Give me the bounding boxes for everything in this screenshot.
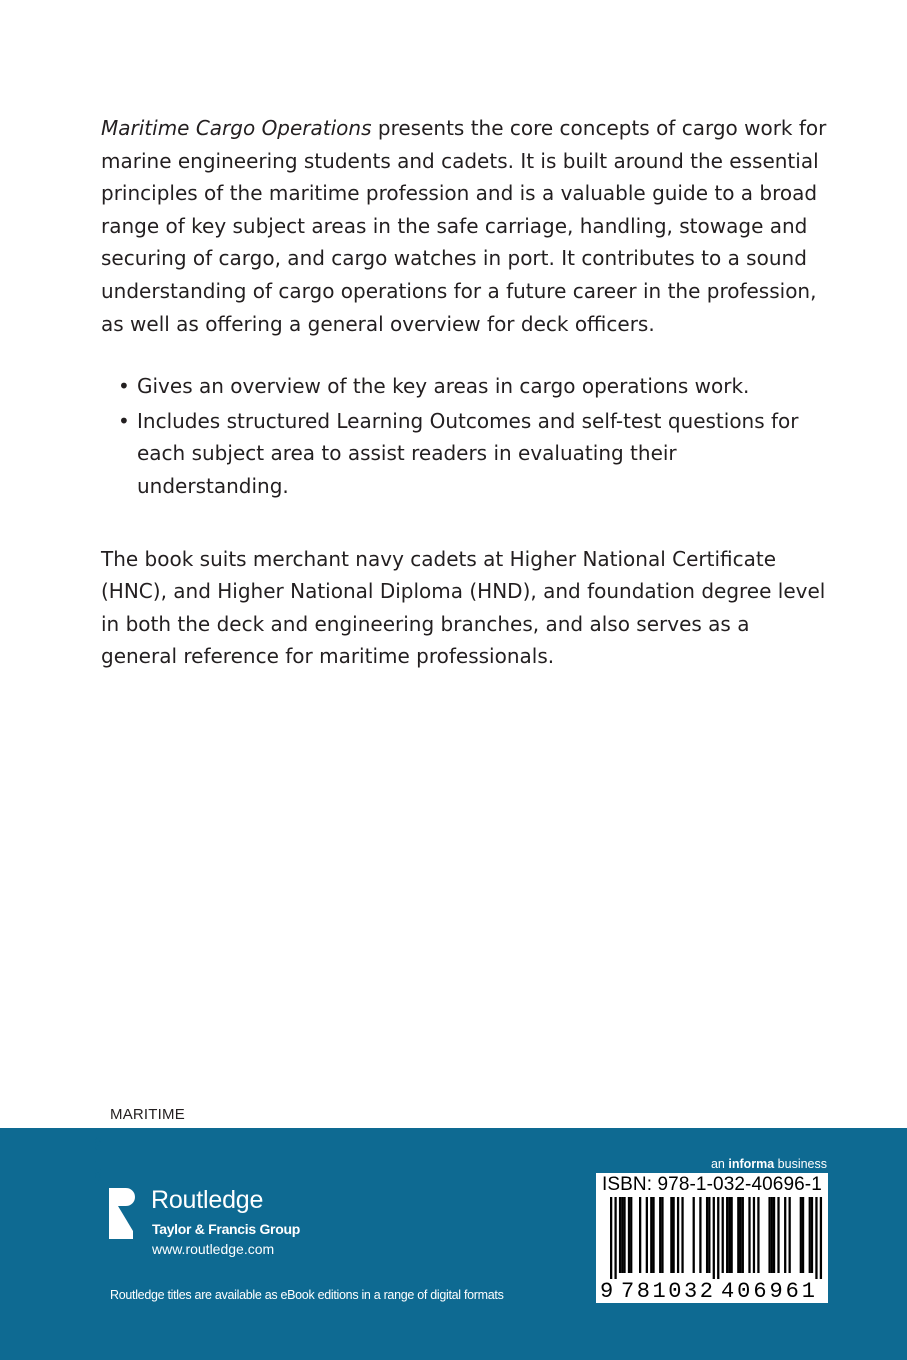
barcode-bar: [681, 1197, 683, 1273]
barcode-left-digits: 781032: [621, 1279, 713, 1304]
barcode-bar: [728, 1197, 730, 1273]
bullet-icon: •: [118, 374, 130, 399]
barcode-right-digits: 406961: [721, 1279, 815, 1304]
feature-item: [101, 370, 831, 403]
barcode-bar: [614, 1197, 616, 1279]
barcode-bar: [672, 1197, 674, 1273]
barcode-bar: [661, 1197, 663, 1273]
barcode-bar: [731, 1197, 733, 1273]
barcode-bar: [659, 1197, 661, 1273]
ebook-note: Routledge titles are available as eBook editions in a range of digital formats: [110, 1288, 504, 1302]
barcode-bar: [789, 1197, 791, 1273]
barcode-bar: [621, 1197, 623, 1273]
barcode-bar: [639, 1197, 641, 1273]
barcode-bar: [619, 1197, 621, 1273]
audience-paragraph: The book suits merchant navy cadets at Higher National Certificate (HNC), and Higher National Diploma (HND), and foundation degree level in both the deck and engineering branches, and also serves as a general reference for maritime professionals.: [101, 546, 826, 669]
barcode-bar: [630, 1197, 632, 1273]
barcode-bar: [652, 1197, 654, 1273]
barcode-bar: [811, 1197, 813, 1273]
routledge-logo-icon: [93, 1134, 137, 1241]
barcode-bar: [753, 1197, 755, 1273]
feature-list: [101, 370, 831, 502]
barcode-bar: [670, 1197, 672, 1273]
barcode-bar: [771, 1197, 773, 1273]
tagline-brand: informa: [728, 1157, 775, 1171]
feature-item: [101, 405, 831, 503]
barcode-bar: [722, 1197, 724, 1273]
barcode-bar: [623, 1197, 625, 1273]
barcode-bar: [802, 1197, 804, 1273]
barcode-bar: [610, 1197, 612, 1279]
barcode-bar: [742, 1197, 744, 1273]
blurb: [101, 112, 831, 673]
barcode-bar: [650, 1197, 652, 1273]
barcode-bar: [777, 1197, 779, 1273]
barcode-bar: [706, 1197, 708, 1273]
informa-tagline: [711, 1157, 827, 1171]
barcode-bar: [677, 1197, 679, 1273]
tagline-suffix: business: [774, 1157, 827, 1171]
barcode-bar: [784, 1197, 786, 1273]
feature-text: Includes structured Learning Outcomes and self-test questions for each subject area to assist readers in evaluating their understanding.: [137, 408, 799, 498]
barcode-bar: [809, 1197, 811, 1273]
barcode-bar: [768, 1197, 770, 1273]
barcode-bar: [693, 1197, 695, 1273]
book-title: Maritime Cargo Operations: [101, 116, 372, 140]
tagline-prefix: an: [710, 1157, 729, 1171]
barcode: [596, 1173, 828, 1303]
barcode-bar: [739, 1197, 741, 1273]
subject-category: MARITIME: [110, 1106, 185, 1123]
barcode-bar: [737, 1197, 739, 1273]
barcode-bar: [708, 1197, 710, 1273]
feature-text: Gives an overview of the key areas in cargo operations work.: [137, 374, 750, 399]
barcode-bar: [748, 1197, 750, 1273]
barcode-first-digit: 9: [600, 1279, 614, 1304]
barcode-bar: [773, 1197, 775, 1273]
publisher-group: Taylor & Francis Group: [152, 1221, 300, 1237]
intro-paragraph: [101, 112, 831, 340]
barcode-bar: [699, 1197, 701, 1273]
bullet-icon: •: [118, 408, 130, 433]
isbn-label: ISBN: 978-1-032-40696-1: [602, 1174, 822, 1195]
barcode-bar: [713, 1197, 715, 1279]
barcode-bar: [726, 1197, 728, 1273]
barcode-bar: [815, 1197, 817, 1279]
barcode-bar: [757, 1197, 759, 1273]
intro-text: presents the core concepts of cargo work for marine engineering students and cadets. It is built around the essential principles of the maritime profession and is a valuable guide to a broad range of key subject areas in the safe carriage, handling, stowage and securing of cargo, and cargo watches in port. It contributes to a sound understanding of cargo operations for a future career in the profession, as well as offering a general overview for deck officers.: [101, 116, 827, 336]
publisher-name: Routledge: [151, 1186, 264, 1214]
barcode-bar: [628, 1197, 630, 1273]
barcode-bars: [596, 1197, 828, 1279]
barcode-digits: [596, 1274, 828, 1302]
logo-text: ROUTLEDGE: [93, 1134, 103, 1188]
barcode-bar: [800, 1197, 802, 1273]
barcode-bar: [717, 1197, 719, 1279]
publisher-url[interactable]: www.routledge.com: [152, 1241, 275, 1257]
barcode-bar: [820, 1197, 822, 1279]
barcode-bar: [646, 1197, 648, 1273]
